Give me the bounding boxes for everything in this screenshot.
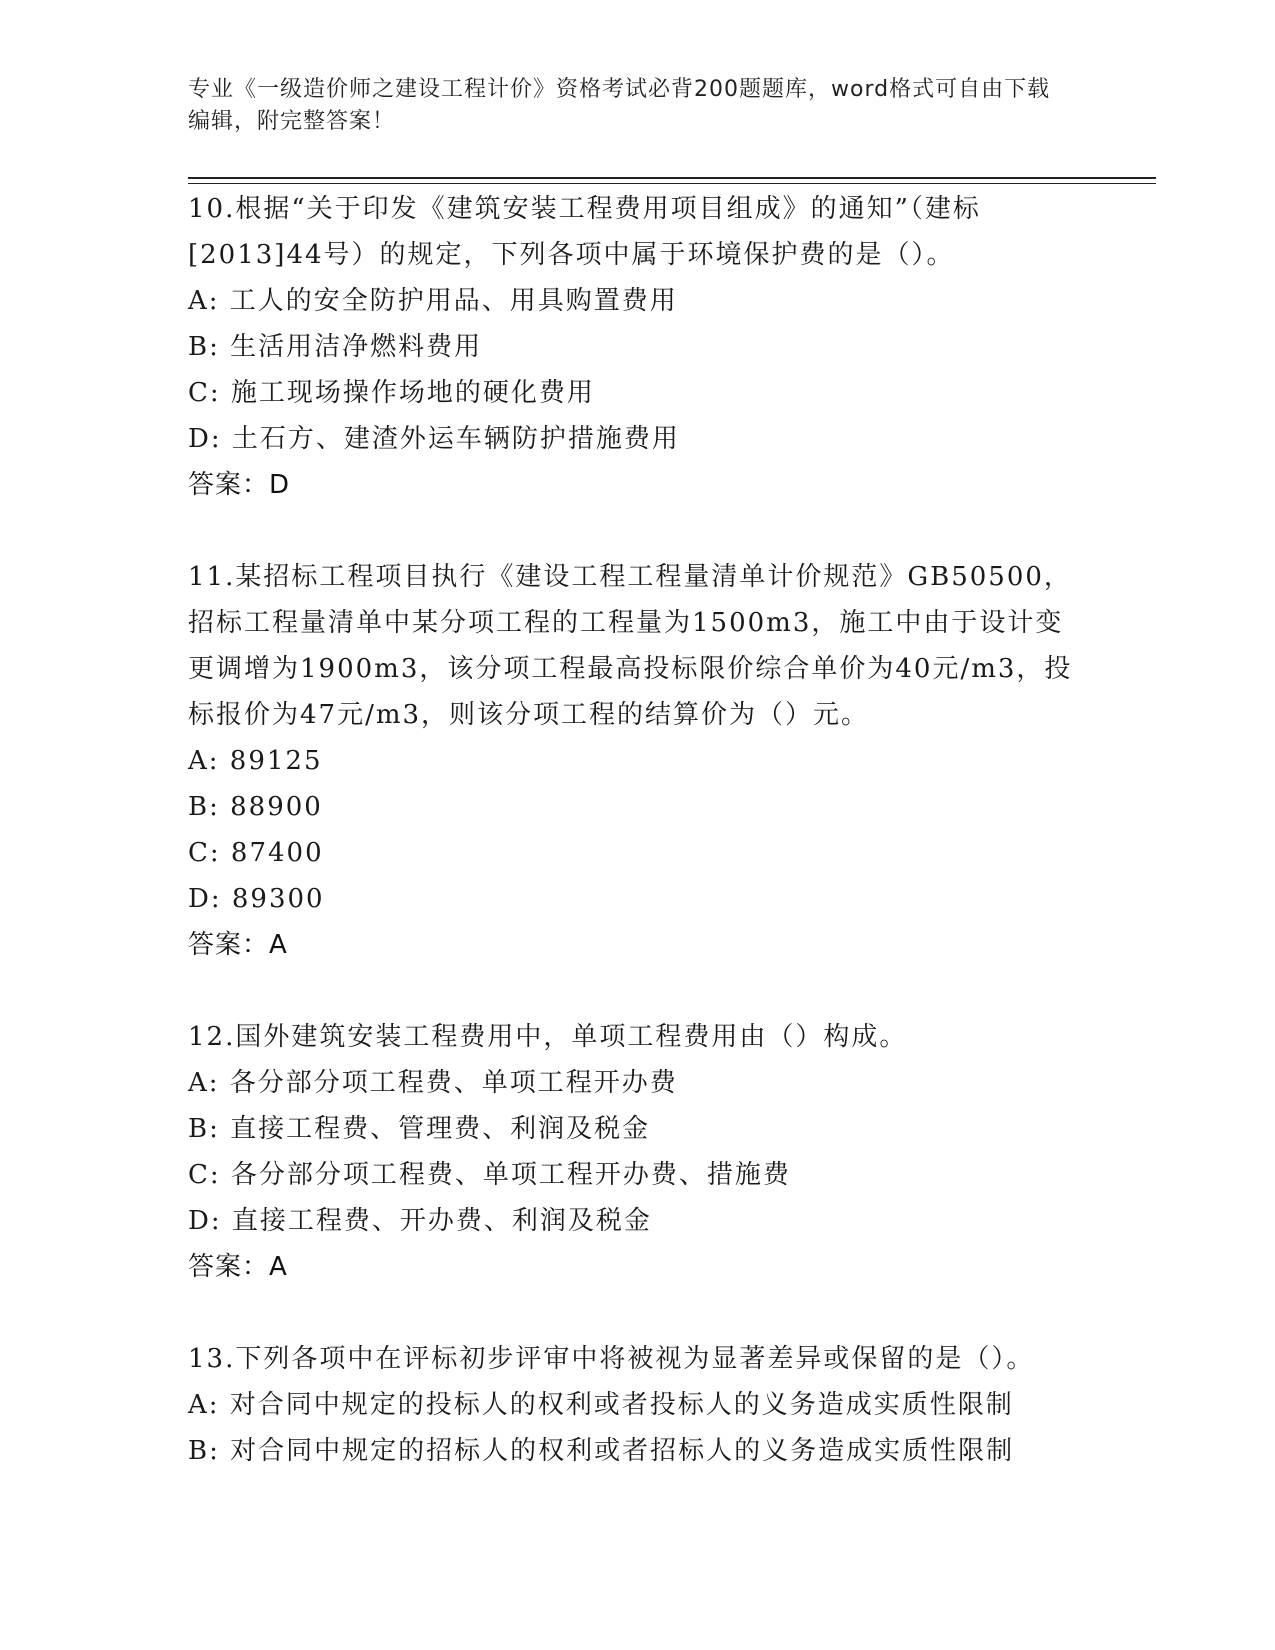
header-divider-thick <box>188 177 1156 179</box>
option-b: B: 88900 <box>188 792 323 822</box>
option-d: D: 89300 <box>188 884 325 914</box>
option-d: D: 土石方、建渣外运车辆防护措施费用 <box>188 424 680 454</box>
header-divider-thin <box>188 183 1156 184</box>
option-c: C: 施工现场操作场地的硬化费用 <box>188 378 595 408</box>
option-a: A: 工人的安全防护用品、用具购置费用 <box>188 286 678 316</box>
document-header: 专业《一级造价师之建设工程计价》资格考试必背200题题库，word格式可自由下载编辑，附完整答案！ <box>188 77 1051 134</box>
option-c: C: 87400 <box>188 838 324 868</box>
question-stem: 12.国外建筑安装工程费用中，单项工程费用由（）构成。 <box>188 1022 908 1052</box>
option-b: B: 对合同中规定的招标人的权利或者招标人的义务造成实质性限制 <box>188 1436 1015 1466</box>
answer: 答案：A <box>188 930 288 960</box>
option-b: B: 生活用洁净燃料费用 <box>188 332 483 362</box>
answer: 答案：A <box>188 1252 288 1282</box>
question-list <box>188 186 1088 1520</box>
option-a: A: 各分部分项工程费、单项工程开办费 <box>188 1068 678 1098</box>
question-12 <box>188 1014 1088 1290</box>
question-stem: 13.下列各项中在评标初步评审中将被视为显著差异或保留的是（）。 <box>188 1344 1035 1374</box>
question-11 <box>188 554 1088 968</box>
question-13 <box>188 1336 1088 1474</box>
option-d: D: 直接工程费、开办费、利润及税金 <box>188 1206 652 1236</box>
answer: 答案：D <box>188 470 291 500</box>
question-stem: 11.某招标工程项目执行《建设工程工程量清单计价规范》GB50500， 招标工程量清单中某分项工程的工程量为1500m3，施工中由于设计变 更调增为1900m3，该分项工程最高投标限价综合单价为40元/m3，投 标报价为47元/m3，则该分项工程的结算价为（）元。 <box>188 562 1073 730</box>
option-a: A: 对合同中规定的投标人的权利或者投标人的义务造成实质性限制 <box>188 1390 1014 1420</box>
option-b: B: 直接工程费、管理费、利润及税金 <box>188 1114 651 1144</box>
question-10 <box>188 186 1088 508</box>
option-a: A: 89125 <box>188 746 323 776</box>
question-stem: 10.根据“关于印发《建筑安装工程费用项目组成》的通知”（建标 [2013]44号）的规定，下列各项中属于环境保护费的是（）。 <box>188 194 981 270</box>
option-c: C: 各分部分项工程费、单项工程开办费、措施费 <box>188 1160 791 1190</box>
